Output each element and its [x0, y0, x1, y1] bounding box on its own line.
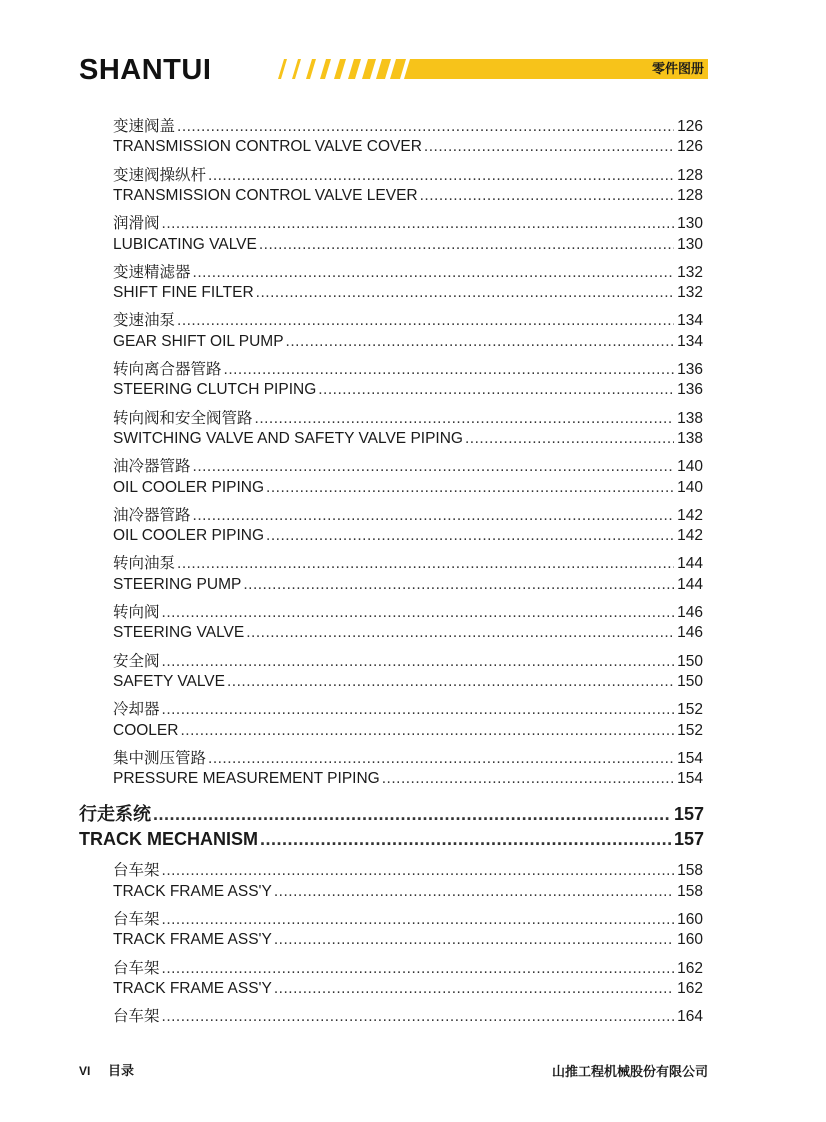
dot-leader — [260, 829, 671, 850]
shantui-logo: SHANTUI — [79, 54, 212, 86]
dot-leader — [227, 673, 674, 691]
toc-entry-page: 152 — [677, 721, 703, 739]
toc-entry-page: 138 — [677, 429, 703, 447]
dot-leader — [162, 604, 675, 622]
toc-entry[interactable] — [113, 454, 703, 476]
dot-leader — [266, 479, 674, 497]
toc-entry-page: 157 — [673, 804, 704, 825]
dot-leader — [382, 770, 674, 788]
toc-entry-title: STEERING CLUTCH PIPING — [113, 381, 317, 399]
toc-entry[interactable] — [113, 406, 703, 428]
toc-entry[interactable] — [113, 722, 703, 740]
toc-entry[interactable] — [113, 381, 703, 399]
toc-entry-title: 冷却器 — [113, 701, 160, 719]
toc-entry-page: 164 — [677, 1008, 703, 1026]
toc-entry[interactable] — [113, 673, 703, 691]
toc-entry-title: TRACK FRAME ASS'Y — [113, 979, 272, 997]
toc-entry-page: 128 — [677, 186, 703, 204]
toc-entry-title: TRANSMISSION CONTROL VALVE LEVER — [113, 186, 418, 204]
toc-entry-title: 台车架 — [113, 1008, 160, 1026]
toc-entry-page: 130 — [677, 215, 703, 233]
toc-entry[interactable] — [113, 260, 703, 282]
toc-entry-title: 转向阀 — [113, 604, 160, 621]
toc-entry-page: 160 — [677, 931, 703, 949]
toc-entry[interactable] — [113, 236, 703, 254]
dot-leader — [193, 507, 675, 525]
dot-leader — [153, 804, 671, 825]
footer-company: 山推工程机械股份有限公司 — [551, 1064, 708, 1079]
toc-entry-page: 162 — [677, 959, 703, 977]
toc-entry-title: COOLER — [113, 721, 179, 739]
toc-entry-title: SAFETY VALVE — [113, 672, 225, 690]
toc-entry-page: 136 — [677, 381, 703, 399]
toc-entry[interactable] — [113, 138, 703, 156]
toc-entry-page: 142 — [677, 506, 703, 524]
toc-entry-title: OIL COOLER PIPING — [113, 478, 265, 496]
toc-entry-page: 144 — [677, 555, 703, 573]
toc-entry-page: 136 — [677, 361, 703, 378]
toc-entry-page: 142 — [677, 527, 703, 545]
toc-entry[interactable] — [113, 697, 703, 719]
toc-entry-title: 变速油泵 — [113, 312, 176, 330]
dot-leader — [465, 430, 674, 448]
toc-entry-title: 润滑阀 — [113, 215, 160, 233]
toc-entry[interactable] — [113, 600, 703, 622]
toc-entry-title: LUBICATING VALVE — [113, 235, 257, 253]
dot-leader — [266, 527, 674, 545]
toc-entry-title: 变速阀操纵杆 — [113, 166, 207, 184]
toc-entry[interactable] — [113, 187, 703, 205]
toc-entry-page: 158 — [677, 862, 703, 880]
toc-entry[interactable] — [113, 551, 703, 573]
dot-leader — [318, 381, 674, 399]
dot-leader — [208, 750, 674, 768]
section-title: 零件图册 — [651, 61, 704, 76]
toc-entry-page: 138 — [677, 409, 703, 427]
toc-entry-title: 变速阀盖 — [113, 118, 176, 135]
toc-entry-title: 转向油泵 — [113, 555, 176, 573]
dot-leader — [162, 960, 675, 978]
toc-entry[interactable] — [113, 284, 703, 302]
toc-entry-title: 转向离合器管路 — [113, 361, 222, 378]
dot-leader — [286, 333, 675, 351]
toc-entry-title: TRACK FRAME ASS'Y — [113, 882, 272, 900]
toc-entry[interactable] — [113, 931, 703, 949]
toc-entry-page: 157 — [673, 829, 704, 850]
toc-entry[interactable] — [113, 527, 703, 545]
dot-leader — [162, 862, 675, 880]
toc-entry[interactable] — [113, 114, 703, 136]
toc-entry-page: 162 — [677, 979, 703, 997]
footer-section: 目录 — [107, 1063, 134, 1078]
toc-entry-page: 150 — [677, 652, 703, 670]
dot-leader — [424, 138, 674, 156]
toc-entry[interactable] — [113, 858, 703, 880]
toc-entry-page: 150 — [677, 672, 703, 690]
toc-entry[interactable] — [113, 956, 703, 978]
dot-leader — [274, 980, 674, 998]
dot-leader — [259, 236, 674, 254]
toc-entry[interactable] — [113, 333, 703, 351]
toc-entry-title: GEAR SHIFT OIL PUMP — [113, 332, 284, 350]
toc-entry[interactable] — [113, 746, 703, 768]
toc-entry-page: 134 — [677, 332, 703, 350]
toc-entry-title: TRACK FRAME ASS'Y — [113, 931, 272, 949]
toc-entry[interactable] — [113, 211, 703, 233]
toc-entry-title: 油冷器管路 — [113, 458, 191, 476]
toc-entry-title: TRACK MECHANISM — [79, 829, 258, 850]
toc-entry[interactable] — [113, 1004, 703, 1026]
toc-entry[interactable] — [113, 308, 703, 330]
footer-left — [79, 1060, 134, 1079]
toc-entry-title: 集中测压管路 — [113, 749, 207, 767]
dot-leader — [243, 576, 674, 594]
toc-entry-page: 126 — [677, 118, 703, 135]
toc-entry[interactable] — [113, 430, 703, 448]
stripe-decoration — [278, 59, 424, 79]
toc-entry-title: 转向阀和安全阀管路 — [113, 409, 253, 427]
dot-leader — [162, 701, 675, 719]
toc-entry[interactable] — [113, 163, 703, 185]
toc-entry-page: 160 — [677, 911, 703, 928]
dot-leader — [246, 624, 674, 642]
toc-entry-title: OIL COOLER PIPING — [113, 527, 265, 545]
dot-leader — [274, 883, 674, 901]
toc-entry[interactable] — [113, 503, 703, 525]
toc-entry-page: 130 — [677, 235, 703, 253]
toc-entry-page: 126 — [677, 138, 703, 156]
toc-entry-page: 154 — [677, 770, 703, 788]
toc-entry-page: 146 — [677, 604, 703, 621]
dot-leader — [162, 215, 675, 233]
toc-entry-title: TRANSMISSION CONTROL VALVE COVER — [113, 138, 422, 156]
toc-entry-page: 144 — [677, 575, 703, 593]
toc-entry-title: STEERING VALVE — [113, 624, 245, 642]
dot-leader — [162, 653, 675, 671]
toc-entry-page: 154 — [677, 749, 703, 767]
toc-entry-page: 132 — [677, 284, 703, 302]
toc-entry-title: 台车架 — [113, 959, 160, 977]
page-header — [0, 0, 826, 100]
toc-entry[interactable] — [113, 479, 703, 497]
page-number: VI — [79, 1064, 91, 1078]
toc-entry[interactable] — [113, 624, 703, 642]
dot-leader — [255, 410, 675, 428]
dot-leader — [193, 264, 675, 282]
dot-leader — [274, 931, 674, 949]
toc-entry-title: 变速精滤器 — [113, 263, 191, 281]
toc-entry-title: STEERING PUMP — [113, 575, 242, 593]
toc-entry[interactable] — [113, 980, 703, 998]
toc-entry-page: 128 — [677, 166, 703, 184]
toc-entry[interactable] — [113, 649, 703, 671]
dot-leader — [208, 167, 674, 185]
toc-entry-title: 安全阀 — [113, 652, 160, 670]
toc-entry[interactable] — [113, 357, 703, 379]
dot-leader — [420, 187, 675, 205]
toc-entry-page: 134 — [677, 312, 703, 330]
toc-entry[interactable] — [113, 576, 703, 594]
dot-leader — [256, 284, 674, 302]
toc-entry-page: 146 — [677, 624, 703, 642]
dot-leader — [177, 555, 674, 573]
toc-entry[interactable] — [79, 800, 704, 826]
dot-leader — [180, 722, 674, 740]
toc-entry-page: 158 — [677, 882, 703, 900]
toc-entry-page: 140 — [677, 478, 703, 496]
header-accent-bar — [422, 59, 708, 79]
toc-entry-title: PRESSURE MEASUREMENT PIPING — [113, 770, 380, 788]
dot-leader — [162, 1008, 675, 1026]
dot-leader — [162, 911, 675, 929]
dot-leader — [177, 118, 674, 136]
toc-entry[interactable] — [113, 883, 703, 901]
toc-entry[interactable] — [79, 829, 704, 850]
toc-entry-title: 行走系统 — [79, 804, 151, 825]
toc-entry[interactable] — [113, 907, 703, 929]
toc-entry-page: 132 — [677, 263, 703, 281]
toc-entry-title: 台车架 — [113, 862, 160, 880]
toc-entry-page: 140 — [677, 458, 703, 476]
toc-entry-page: 152 — [677, 701, 703, 719]
toc-entry-title: 油冷器管路 — [113, 506, 191, 524]
toc-entry-title: 台车架 — [113, 911, 160, 928]
dot-leader — [224, 361, 675, 379]
dot-leader — [177, 312, 674, 330]
toc-entry-title: SWITCHING VALVE AND SAFETY VALVE PIPING — [113, 429, 463, 447]
dot-leader — [193, 458, 675, 476]
toc-entry[interactable] — [113, 770, 703, 788]
toc-entry-title: SHIFT FINE FILTER — [113, 284, 254, 302]
